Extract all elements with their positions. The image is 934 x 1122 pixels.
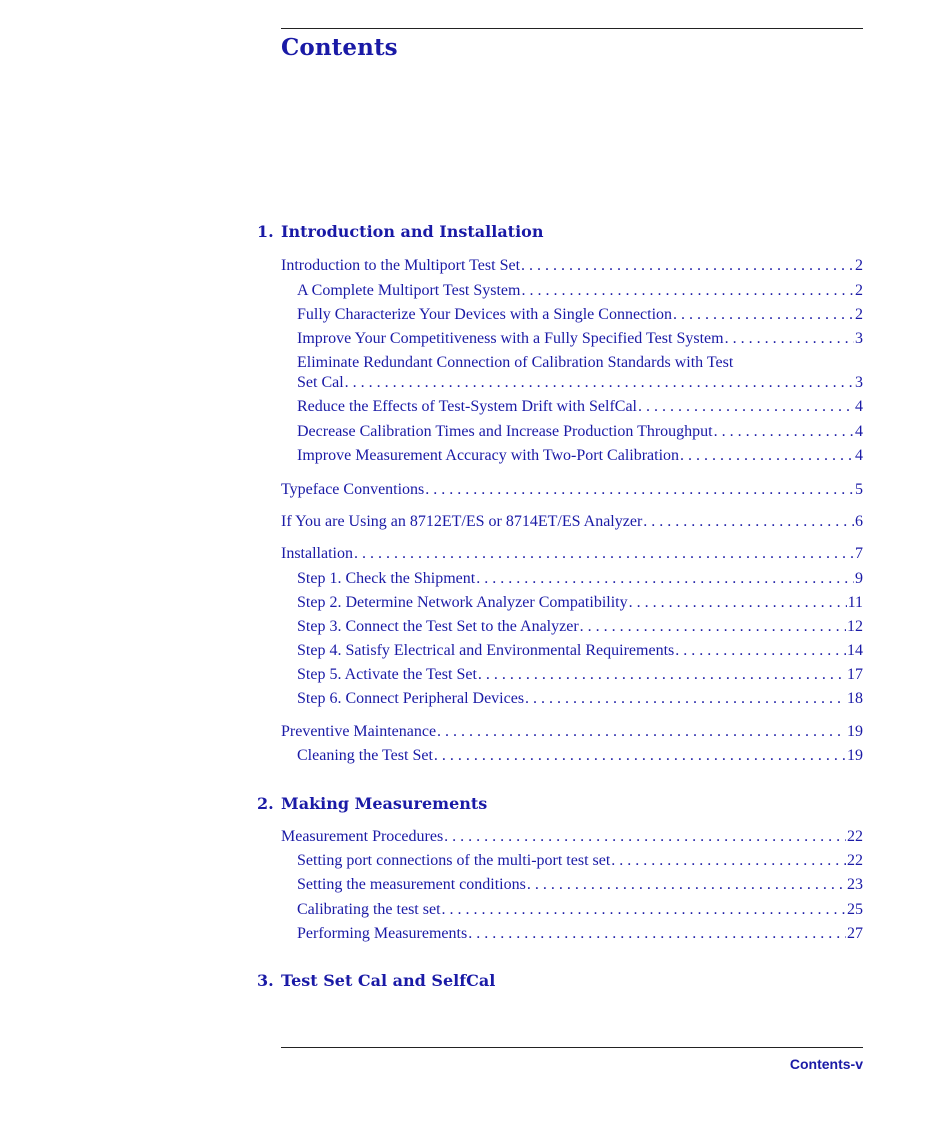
toc-entry-page: 25 [847, 901, 863, 918]
toc-entry-measurement-procedures[interactable] [281, 827, 863, 847]
toc-entry-title: Step 4. Satisfy Electrical and Environmental Requirements [297, 642, 675, 659]
page-title: Contents [281, 34, 398, 61]
toc-entry-title: Cleaning the Test Set [297, 747, 433, 764]
toc-entry-port-connections[interactable] [297, 851, 863, 871]
toc-entry-preventive-maintenance[interactable] [281, 722, 863, 742]
dot-leader [476, 569, 854, 589]
toc-entry-page: 7 [855, 545, 863, 562]
toc-entry-measurement-conditions[interactable] [297, 875, 863, 895]
toc-entry-title: Reduce the Effects of Test-System Drift with SelfCal [297, 398, 637, 415]
dot-leader [345, 373, 854, 393]
chapter-title: Introduction and Installation [281, 222, 544, 241]
toc-entry-page: 27 [847, 925, 863, 942]
toc-entry-title: Step 6. Connect Peripheral Devices [297, 690, 525, 707]
dot-leader [580, 617, 846, 637]
dot-leader [643, 512, 854, 532]
toc-entry-installation[interactable] [281, 544, 863, 564]
toc-entry-title: Decrease Calibration Times and Increase Production Throughput [297, 423, 713, 440]
toc-entry-title: Calibrating the test set [297, 901, 441, 918]
toc-entry-8712-analyzer[interactable] [281, 512, 863, 532]
dot-leader [437, 722, 846, 742]
toc-entry-page: 19 [847, 723, 863, 740]
toc-entry-intro-multiport[interactable] [281, 256, 863, 276]
dot-leader [725, 329, 854, 349]
chapter-1-heading[interactable] [257, 222, 863, 242]
dot-leader [680, 446, 854, 466]
toc-entry-title: Step 5. Activate the Test Set [297, 666, 477, 683]
dot-leader [629, 593, 847, 613]
toc-entry-step-4[interactable] [297, 641, 863, 661]
toc-entry-title: Setting port connections of the multi-port test set [297, 852, 611, 869]
toc-entry-eliminate-redundant-line1[interactable]: Eliminate Redundant Connection of Calibration Standards with Test [297, 354, 734, 371]
toc-entry-title: Measurement Procedures [281, 828, 444, 845]
toc-entry-complete-system[interactable] [297, 281, 863, 301]
chapter-title: Test Set Cal and SelfCal [281, 971, 496, 990]
toc-entry-page: 14 [847, 642, 863, 659]
bottom-rule [281, 1047, 863, 1048]
toc-entry-page: 11 [847, 594, 863, 611]
toc-entry-improve-competitiveness[interactable] [297, 329, 863, 349]
dot-leader [638, 397, 854, 417]
toc-entry-title: Improve Your Competitiveness with a Fully Specified Test System [297, 330, 724, 347]
chapter-number: 1. [257, 222, 274, 241]
dot-leader [354, 544, 854, 564]
toc-entry-title: Installation [281, 545, 353, 562]
dot-leader [527, 875, 846, 895]
toc-entry-title: Step 2. Determine Network Analyzer Compatibility [297, 594, 628, 611]
toc-entry-calibrating[interactable] [297, 900, 863, 920]
toc-entry-title: Typeface Conventions [281, 481, 425, 498]
toc-entry-page: 9 [855, 570, 863, 587]
toc-entry-page: 2 [855, 306, 863, 323]
toc-entry-eliminate-redundant[interactable] [297, 373, 863, 393]
toc-entry-page: 3 [855, 374, 863, 391]
toc-entry-title: A Complete Multiport Test System [297, 282, 521, 299]
toc-entry-title: Step 1. Check the Shipment [297, 570, 476, 587]
toc-entry-step-1[interactable] [297, 569, 863, 589]
toc-entry-title: Setting the measurement conditions [297, 876, 526, 893]
toc-entry-page: 2 [855, 257, 863, 274]
toc-entry-page: 4 [855, 447, 863, 464]
toc-entry-title: Set Cal [297, 374, 344, 391]
toc-entry-page: 5 [855, 481, 863, 498]
toc-entry-page: 4 [855, 423, 863, 440]
dot-leader [442, 900, 846, 920]
dot-leader [675, 641, 846, 661]
dot-leader [673, 305, 854, 325]
toc-entry-page: 22 [847, 828, 863, 845]
toc-entry-page: 19 [847, 747, 863, 764]
toc-entry-reduce-drift[interactable] [297, 397, 863, 417]
toc-entry-step-5[interactable] [297, 665, 863, 685]
toc-entry-title: Step 3. Connect the Test Set to the Analyzer [297, 618, 579, 635]
toc-entry-page: 4 [855, 398, 863, 415]
toc-entry-typeface[interactable] [281, 480, 863, 500]
chapter-title: Making Measurements [281, 794, 488, 813]
toc-entry-two-port-cal[interactable] [297, 446, 863, 466]
dot-leader [521, 281, 854, 301]
toc-entry-step-3[interactable] [297, 617, 863, 637]
toc-entry-page: 3 [855, 330, 863, 347]
footer-page-label: Contents-v [789, 1056, 863, 1072]
toc-entry-fully-characterize[interactable] [297, 305, 863, 325]
dot-leader [444, 827, 846, 847]
dot-leader [525, 689, 846, 709]
toc-entry-page: 12 [847, 618, 863, 635]
dot-leader [468, 924, 846, 944]
toc-entry-page: 22 [847, 852, 863, 869]
toc-entry-title: Fully Characterize Your Devices with a Single Connection [297, 306, 673, 323]
toc-entry-title: If You are Using an 8712ET/ES or 8714ET/ES Analyzer [281, 513, 643, 530]
toc-entry-title: Performing Measurements [297, 925, 468, 942]
toc-entry-title: Preventive Maintenance [281, 723, 437, 740]
chapter-number: 3. [257, 971, 274, 990]
dot-leader [478, 665, 846, 685]
dot-leader [425, 480, 854, 500]
toc-entry-decrease-cal-times[interactable] [297, 422, 863, 442]
chapter-number: 2. [257, 794, 274, 813]
toc-entry-title: Improve Measurement Accuracy with Two-Port Calibration [297, 447, 680, 464]
toc-entry-step-2[interactable] [297, 593, 863, 613]
toc-entry-page: 17 [847, 666, 863, 683]
toc-entry-page: 2 [855, 282, 863, 299]
toc-entry-cleaning[interactable] [297, 746, 863, 766]
chapter-2-heading[interactable] [257, 794, 863, 814]
toc-entry-title: Introduction to the Multiport Test Set [281, 257, 521, 274]
toc-entry-page: 23 [847, 876, 863, 893]
toc-entry-page: 6 [855, 513, 863, 530]
chapter-3-heading[interactable] [257, 971, 863, 991]
dot-leader [714, 422, 854, 442]
toc-entry-step-6[interactable] [297, 689, 863, 709]
toc-entry-page: 18 [847, 690, 863, 707]
dot-leader [521, 256, 854, 276]
dot-leader [434, 746, 846, 766]
toc-entry-performing-measurements[interactable] [297, 924, 863, 944]
dot-leader [611, 851, 846, 871]
